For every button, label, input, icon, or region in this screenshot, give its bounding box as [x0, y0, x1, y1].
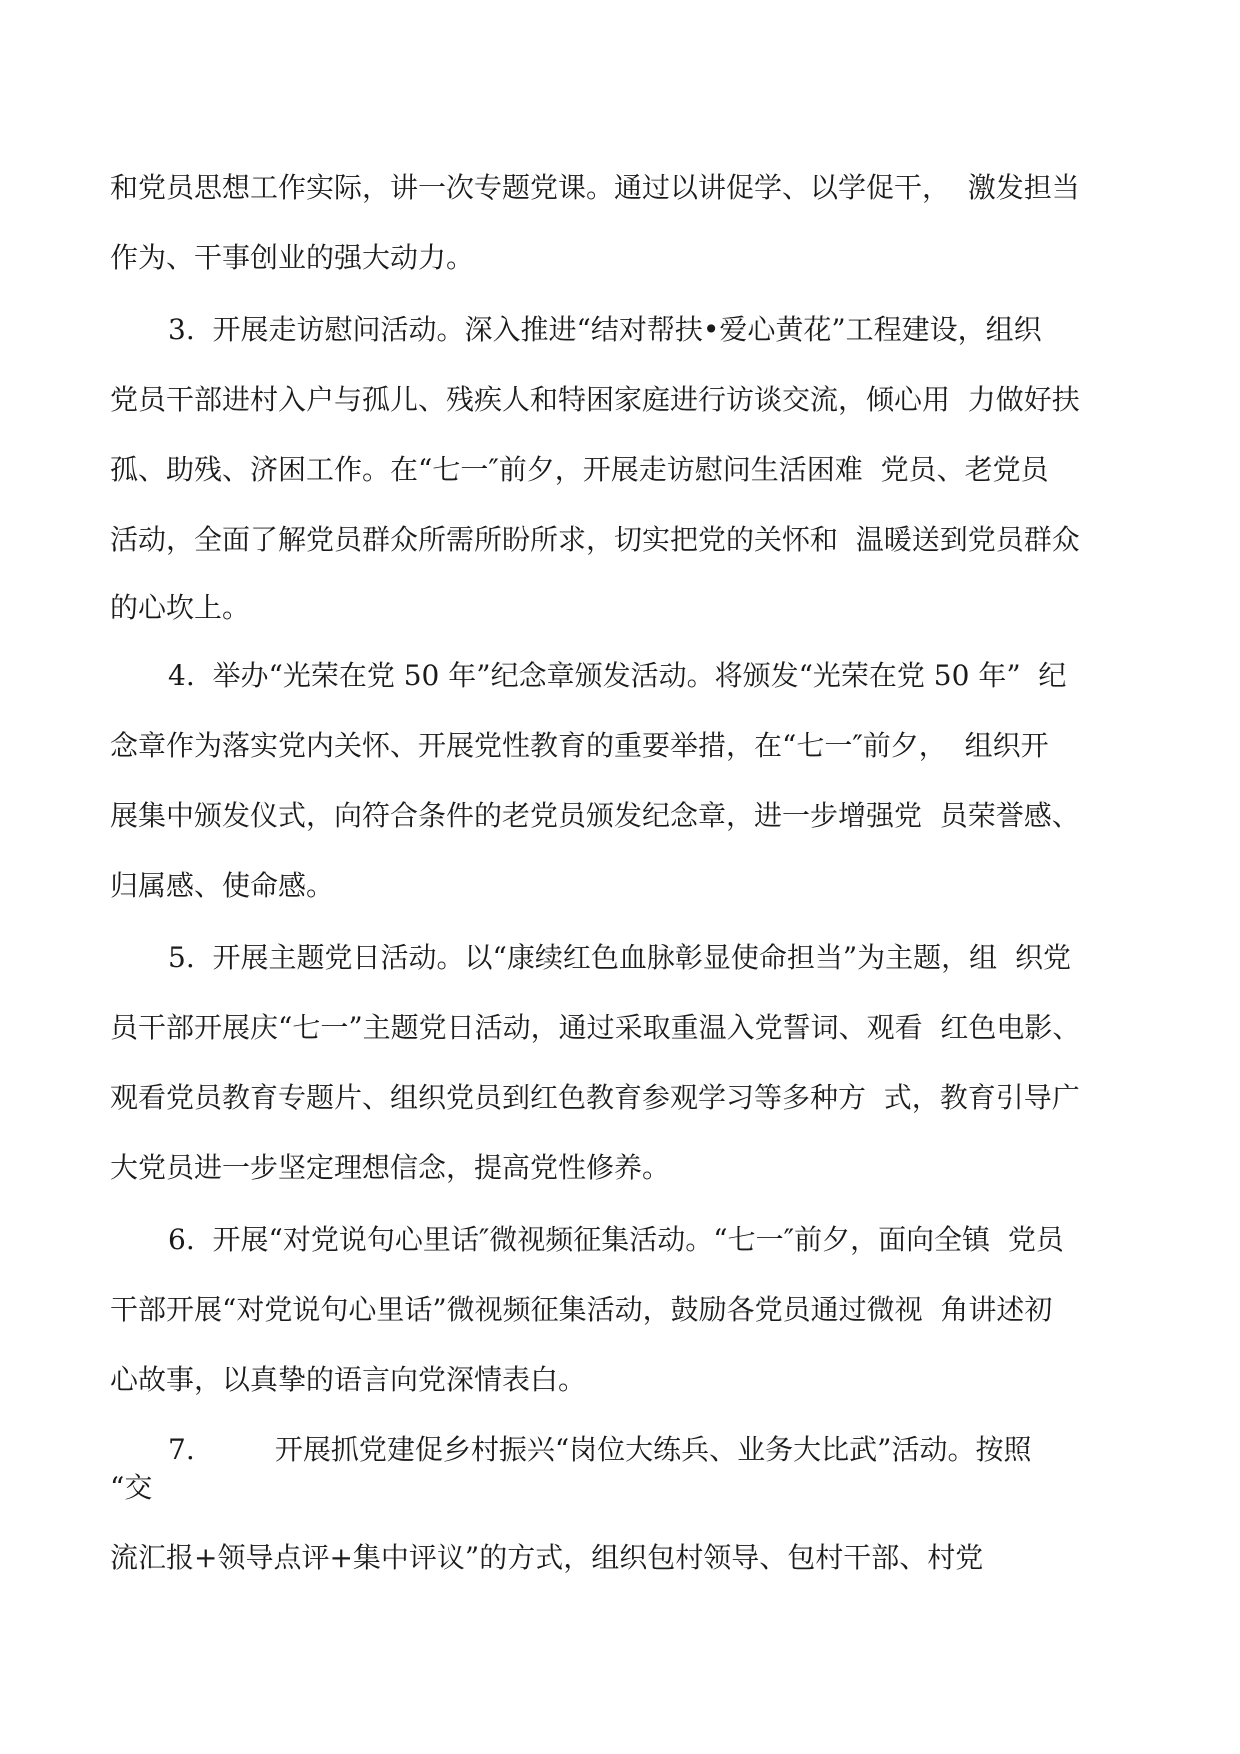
item-3-heading-line: 3. 开展走访慰问活动。深入推进“结对帮扶•爱心黄花”工程建设，组织: [168, 313, 1042, 346]
paragraph-line: 展集中颁发仪式，向符合条件的老党员颁发纪念章，进一步增强党 员荣誉感、: [110, 799, 1080, 832]
item-6-heading-line: 6. 开展“对党说句心里话″微视频征集活动。“七一″前夕，面向全镇 党员: [168, 1223, 1064, 1256]
paragraph-line: 的心坎上。: [110, 591, 251, 624]
item-7-heading-line: 7. 开展抓党建促乡村振兴“岗位大练兵、业务大比武”活动。按照: [168, 1433, 1032, 1466]
item-4-heading-line: 4. 举办“光荣在党 50 年”纪念章颁发活动。将颁发“光荣在党 50 年” 纪: [168, 659, 1067, 692]
paragraph-line: 流汇报+领导点评+集中评议”的方式，组织包村领导、包村干部、村党: [110, 1541, 984, 1574]
paragraph-line: 和党员思想工作实际，讲一次专题党课。通过以讲促学、以学促干， 激发担当: [110, 171, 1080, 204]
paragraph-line: 孤、助残、济困工作。在“七一″前夕，开展走访慰问生活困难 党员、老党员: [110, 453, 1049, 486]
paragraph-line: 党员干部进村入户与孤儿、残疾人和特困家庭进行访谈交流，倾心用 力做好扶: [110, 383, 1080, 416]
paragraph-line: 大党员进一步坚定理想信念，提高党性修养。: [110, 1151, 671, 1184]
paragraph-line: 作为、干事创业的强大动力。: [110, 241, 475, 274]
paragraph-line: 观看党员教育专题片、组织党员到红色教育参观学习等多种方 式，教育引导广: [110, 1081, 1080, 1114]
paragraph-line: 干部开展“对党说句心里话”微视频征集活动，鼓励各党员通过微视 角讲述初: [110, 1293, 1053, 1326]
paragraph-line: 活动，全面了解党员群众所需所盼所求，切实把党的关怀和 温暖送到党员群众: [110, 523, 1080, 556]
paragraph-line: 心故事，以真挚的语言向党深情表白。: [110, 1363, 587, 1396]
paragraph-line: 归属感、使命感。: [110, 869, 335, 902]
paragraph-line: 念章作为落实党内关怀、开展党性教育的重要举措，在“七一″前夕， 组织开: [110, 729, 1049, 762]
paragraph-line: 员干部开展庆“七一”主题党日活动，通过采取重温入党誓词、观看 红色电影、: [110, 1011, 1081, 1044]
paragraph-line: “交: [110, 1471, 153, 1504]
item-5-heading-line: 5. 开展主题党日活动。以“康续红色血脉彰显使命担当”为主题，组 织党: [168, 941, 1071, 974]
